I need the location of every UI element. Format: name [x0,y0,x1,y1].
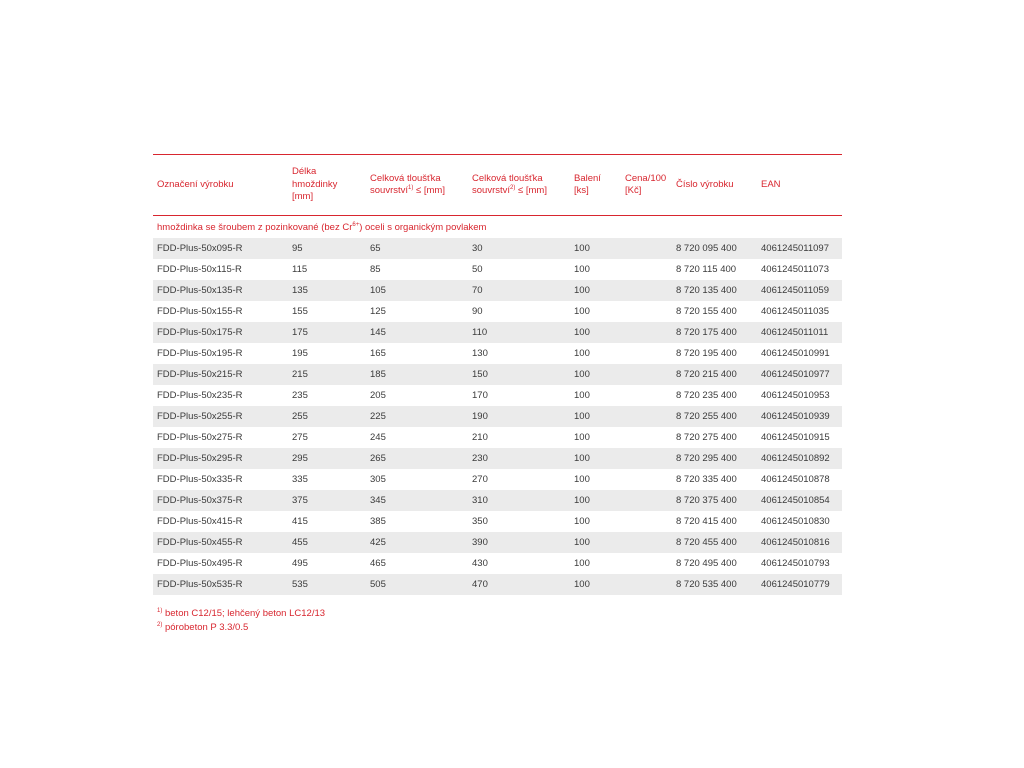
cell-thickness-1: 345 [366,490,468,511]
cell-price [621,385,672,406]
footnotes [153,607,842,635]
cell-thickness-2: 170 [472,390,488,401]
table-row [153,553,842,574]
cell-thickness-2: 430 [472,558,488,569]
cell-packaging: 100 [570,280,621,301]
cell-article-number: 8 720 255 400 [672,406,757,427]
header-packaging: Balení [ks] [574,172,601,196]
cell-price [621,427,672,448]
cell-length: 255 [288,406,366,427]
cell-thickness-1: 145 [366,322,468,343]
cell-article-number: 8 720 415 400 [676,516,737,527]
cell-ean: 4061245010793 [761,558,830,569]
cell-price [621,574,672,595]
header-designation: Označení výrobku [157,178,234,190]
cell-ean: 4061245010878 [761,474,830,485]
cell-article-number: 8 720 135 400 [672,280,757,301]
cell-packaging: 100 [574,306,590,317]
cell-packaging: 100 [574,432,590,443]
cell-ean: 4061245010779 [757,574,842,595]
cell-ean: 4061245010830 [761,516,830,527]
cell-thickness-2: 130 [472,348,488,359]
table-row [153,448,842,469]
table-row [153,490,842,511]
cell-length: 455 [288,532,366,553]
product-table [153,154,842,595]
table-row [153,364,842,385]
header-ean: EAN [761,178,781,190]
cell-thickness-2: 310 [468,490,570,511]
header-article-number: Číslo výrobku [676,178,734,190]
cell-length: 335 [292,474,308,485]
cell-designation: FDD-Plus-50x175-R [153,322,288,343]
cell-price [621,343,672,364]
cell-length: 295 [288,448,366,469]
header-total-thickness-1: Celková tloušťka souvrství$^{1)}$ ≤ [mm] [370,172,445,196]
cell-packaging: 100 [570,406,621,427]
cell-ean: 4061245010915 [761,432,830,443]
cell-thickness-1: 245 [370,432,386,443]
cell-length: 95 [288,238,366,259]
cell-article-number: 8 720 295 400 [672,448,757,469]
cell-price [621,511,672,532]
cell-article-number: 8 720 175 400 [672,322,757,343]
cell-designation: FDD-Plus-50x135-R [153,280,288,301]
cell-length: 115 [292,264,308,275]
cell-designation: FDD-Plus-50x415-R [157,516,243,527]
cell-article-number: 8 720 215 400 [672,364,757,385]
cell-thickness-1: 225 [366,406,468,427]
cell-designation: FDD-Plus-50x115-R [157,264,242,275]
product-table-container [153,154,842,635]
cell-article-number: 8 720 535 400 [672,574,757,595]
cell-price [621,490,672,511]
cell-thickness-1: 205 [370,390,386,401]
cell-thickness-2: 350 [472,516,488,527]
cell-designation: FDD-Plus-50x275-R [157,432,243,443]
cell-thickness-2: 50 [472,264,483,275]
cell-price [621,553,672,574]
table-row [153,259,842,280]
cell-thickness-2: 110 [468,322,570,343]
cell-price [621,406,672,427]
cell-ean: 4061245010854 [757,490,842,511]
cell-designation: FDD-Plus-50x295-R [153,448,288,469]
cell-article-number: 8 720 155 400 [676,306,737,317]
cell-thickness-2: 70 [468,280,570,301]
cell-length: 535 [288,574,366,595]
cell-price [621,322,672,343]
cell-thickness-2: 230 [468,448,570,469]
cell-ean: 4061245010939 [757,406,842,427]
cell-packaging: 100 [574,348,590,359]
cell-ean: 4061245011073 [761,264,829,275]
cell-length: 375 [288,490,366,511]
cell-ean: 4061245010991 [761,348,830,359]
cell-thickness-1: 105 [366,280,468,301]
cell-length: 195 [292,348,308,359]
cell-packaging: 100 [574,516,590,527]
cell-designation: FDD-Plus-50x335-R [157,474,243,485]
cell-thickness-1: 65 [366,238,468,259]
footnote-2: $^{2)}$ pórobeton P 3.3/0.5 [157,621,249,633]
cell-thickness-1: 85 [370,264,381,275]
cell-length: 215 [288,364,366,385]
cell-designation: FDD-Plus-50x215-R [153,364,288,385]
cell-length: 415 [292,516,308,527]
header-total-thickness-2: Celková tloušťka souvrství$^{2)}$ ≤ [mm] [472,172,547,196]
cell-thickness-1: 165 [370,348,386,359]
cell-designation: FDD-Plus-50x155-R [157,306,243,317]
cell-thickness-2: 90 [472,306,483,317]
cell-thickness-1: 185 [366,364,468,385]
footnote-1: $^{1)}$ beton C12/15; lehčený beton LC12/13 [157,607,326,619]
cell-price [621,238,672,259]
cell-thickness-1: 265 [366,448,468,469]
table-row [153,406,842,427]
cell-price [621,301,672,322]
cell-price [621,532,672,553]
cell-length: 495 [292,558,308,569]
cell-ean: 4061245011059 [757,280,842,301]
table-row [153,427,842,448]
cell-packaging: 100 [570,322,621,343]
cell-designation: FDD-Plus-50x195-R [157,348,243,359]
cell-designation: FDD-Plus-50x255-R [153,406,288,427]
cell-length: 235 [292,390,308,401]
cell-article-number: 8 720 115 400 [676,264,737,275]
cell-thickness-1: 425 [366,532,468,553]
table-row [153,385,842,406]
cell-designation: FDD-Plus-50x455-R [153,532,288,553]
cell-packaging: 100 [570,364,621,385]
cell-thickness-2: 470 [468,574,570,595]
cell-article-number: 8 720 335 400 [676,474,737,485]
cell-ean: 4061245010892 [757,448,842,469]
section-row [153,216,842,239]
cell-ean: 4061245011097 [757,238,842,259]
header-length: Délka hmoždinky [mm] [292,166,338,203]
table-row [153,532,842,553]
cell-article-number: 8 720 235 400 [676,390,737,401]
cell-thickness-2: 30 [468,238,570,259]
table-row [153,469,842,490]
table-row [153,280,842,301]
cell-packaging: 100 [574,474,590,485]
cell-designation: FDD-Plus-50x375-R [153,490,288,511]
cell-packaging: 100 [570,490,621,511]
cell-designation: FDD-Plus-50x535-R [153,574,288,595]
cell-thickness-1: 125 [370,306,386,317]
cell-article-number: 8 720 495 400 [676,558,737,569]
cell-length: 275 [292,432,308,443]
section-title: hmoždinka se šroubem z pozinkované (bez $Cr^{6+}$) oceli s organickým povlakem [157,221,487,233]
table-row [153,574,842,595]
cell-packaging: 100 [570,532,621,553]
cell-price [621,469,672,490]
cell-article-number: 8 720 375 400 [672,490,757,511]
cell-thickness-2: 190 [468,406,570,427]
cell-price [621,448,672,469]
table-body [153,238,842,595]
cell-ean: 4061245010953 [761,390,830,401]
cell-thickness-1: 305 [370,474,386,485]
cell-packaging: 100 [570,574,621,595]
cell-packaging: 100 [574,390,590,401]
cell-ean: 4061245011011 [757,322,842,343]
cell-price [621,259,672,280]
cell-ean: 4061245010977 [757,364,842,385]
header-price: Cena/100 [Kč] [625,172,667,196]
cell-packaging: 100 [574,264,590,275]
cell-designation: FDD-Plus-50x495-R [157,558,243,569]
cell-designation: FDD-Plus-50x095-R [153,238,288,259]
cell-article-number: 8 720 455 400 [672,532,757,553]
cell-ean: 4061245011035 [761,306,829,317]
cell-thickness-2: 210 [472,432,488,443]
cell-article-number: 8 720 275 400 [676,432,737,443]
table-row [153,343,842,364]
cell-length: 135 [288,280,366,301]
cell-thickness-1: 465 [370,558,386,569]
cell-thickness-2: 270 [472,474,488,485]
cell-thickness-1: 385 [370,516,386,527]
cell-thickness-2: 390 [468,532,570,553]
cell-packaging: 100 [574,558,590,569]
table-row [153,238,842,259]
cell-thickness-2: 150 [468,364,570,385]
cell-price [621,280,672,301]
cell-designation: FDD-Plus-50x235-R [157,390,243,401]
cell-article-number: 8 720 195 400 [676,348,737,359]
table-row [153,322,842,343]
table-row [153,511,842,532]
cell-ean: 4061245010816 [757,532,842,553]
table-header-row [153,155,842,216]
cell-length: 175 [288,322,366,343]
cell-article-number: 8 720 095 400 [672,238,757,259]
cell-packaging: 100 [570,238,621,259]
cell-price [621,364,672,385]
cell-packaging: 100 [570,448,621,469]
cell-length: 155 [292,306,308,317]
cell-thickness-1: 505 [366,574,468,595]
table-row [153,301,842,322]
